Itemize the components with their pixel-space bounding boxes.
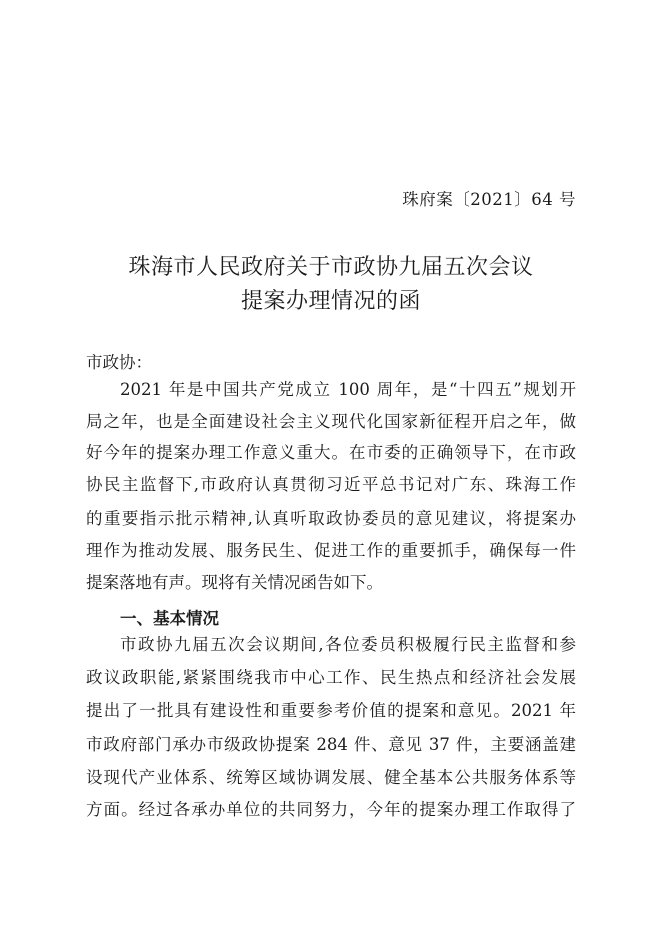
document-title-line-1: 珠海市人民政府关于市政协九届五次会议	[128, 255, 534, 280]
paragraph-2-line: 方面。经过各承办单位的共同努力，今年的提案办理工作取得了	[86, 800, 576, 819]
document-title-line-2: 提案办理情况的函	[240, 289, 421, 314]
paragraph-1-line: 理作为推动发展、服务民生、促进工作的重要抓手，确保每一件	[86, 541, 576, 560]
section-heading-basic-situation: 一、基本情况	[120, 609, 219, 628]
paragraph-2-line: 市政协九届五次会议期间,各位委员积极履行民主监督和参	[120, 635, 576, 654]
paragraph-1-line: 2021 年是中国共产党成立 100 周年，是“十四五”规划开	[120, 380, 576, 399]
paragraph-1-line: 好今年的提案办理工作意义重大。在市委的正确领导下，在市政	[86, 443, 576, 462]
paragraph-1-line: 协民主监督下,市政府认真贯彻习近平总书记对广东、珠海工作	[86, 475, 576, 494]
salutation: 市政协：	[86, 353, 152, 372]
paragraph-2-line: 提出了一批具有建设性和重要参考价值的提案和意见。2021 年	[86, 701, 576, 720]
paragraph-1-line: 局之年，也是全面建设社会主义现代化国家新征程开启之年，做	[86, 412, 576, 431]
paragraph-1-line: 的重要指示批示精神,认真听取政协委员的意见建议，将提案办	[86, 509, 576, 528]
paragraph-1-line: 提案落地有声。现将有关情况函告如下。	[86, 573, 383, 592]
paragraph-2-line: 设现代产业体系、统筹区域协调发展、健全基本公共服务体系等	[86, 768, 576, 787]
document-number: 珠府案〔2021〕64 号	[402, 190, 576, 209]
paragraph-2-line: 市政府部门承办市级政协提案 284 件、意见 37 件，主要涵盖建	[86, 735, 576, 754]
paragraph-2-line: 政议政职能,紧紧围绕我市中心工作、民生热点和经济社会发展	[86, 668, 576, 687]
